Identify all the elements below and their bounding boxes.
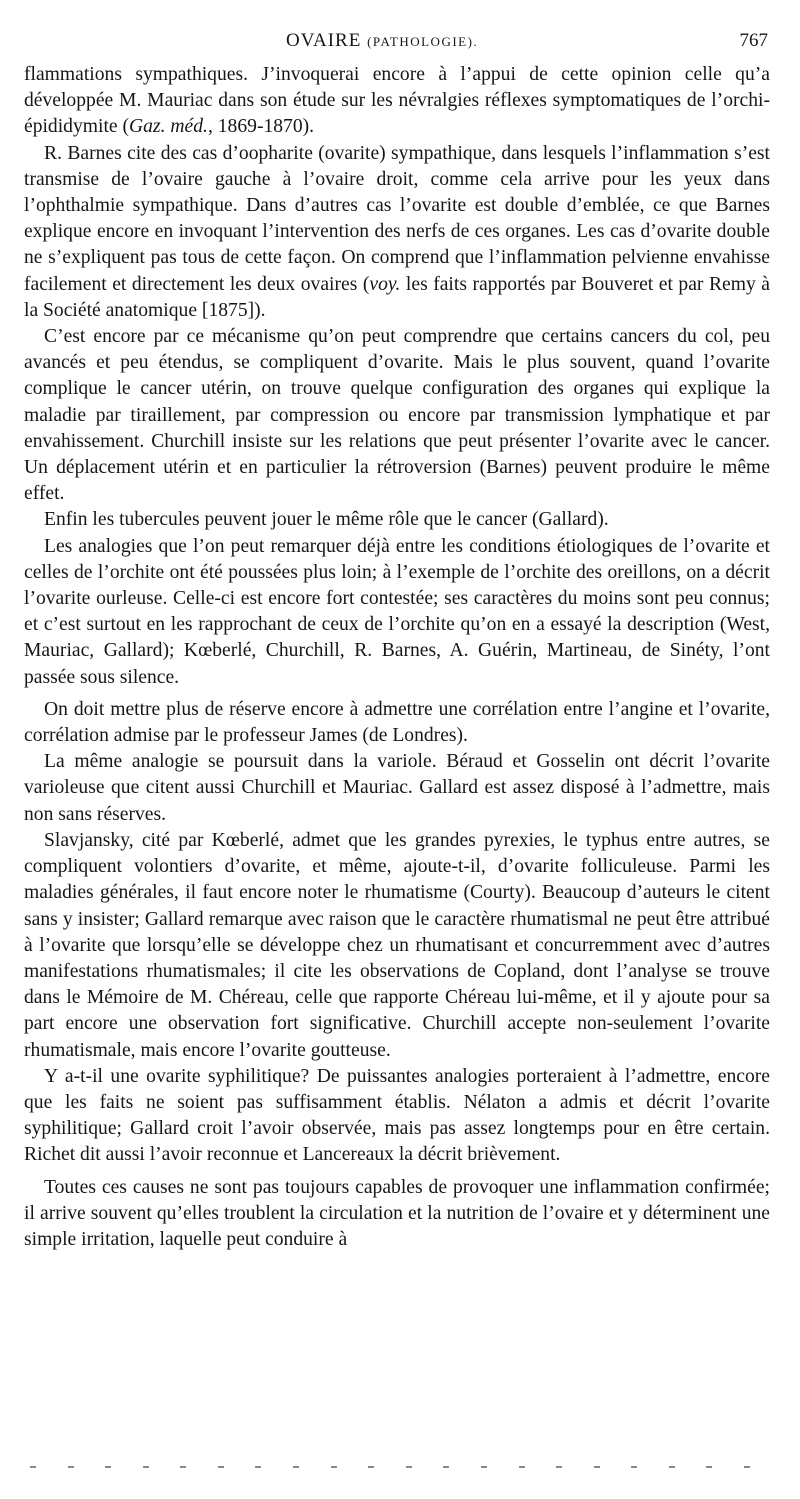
paragraph-1: flammations sympathiques. J’invoquerai encore à l’appui de cette opinion celle qu’a développée M. Mauriac dans son étude sur les névralgies réflexes symptomatiques de l’orchi-épididymite (Gaz. méd., 1869-1870). (24, 64, 770, 138)
paragraph-2: R. Barnes cite des cas d’oopharite (ovarite) sympathique, dans lesquels l’inflammation s’est transmise de l’ovaire gauche à l’ovaire droit, comme cela arrive pour les yeux dans l’ophthalmie sympathique. Dans d’autres cas l’ovarite est double d’emblée, ce que Barnes explique encore en invoquant l’intervention des nerfs de ces organes. Les cas d’ovarite double ne s’expliquent pas tous de cette façon. On comprend que l’inflammation pelvienne envahisse facilement et directement les deux ovaires (voy. les faits rapportés par Bouveret et par Remy à la Société anatomique [1875]). (24, 142, 770, 321)
paragraph-6: On doit mettre plus de réserve encore à admettre une corrélation entre l’angine et l’ovarite, corrélation admise par le professeur James (de Londres). (24, 698, 770, 747)
paragraph-9: Y a-t-il une ovarite syphilitique? De puissantes analogies porteraient à l’admettre, encore que les faits ne soient pas suffisamment établis. Nélaton a admis et décrit l’ovarite syphilitique; Gallard croit l’avoir observée, mais pas assez longtemps pour en être certain. Richet dit aussi l’avoir reconnue et Lancereaux la décrit brièvement. (24, 1065, 770, 1166)
paragraph-7: La même analogie se poursuit dans la variole. Béraud et Gosselin ont décrit l’ovarite varioleuse que citent aussi Churchill et Mauriac. Gallard est assez disposé à l’admettre, mais non sans réserves. (24, 751, 770, 825)
page (24, 26, 770, 1253)
paragraph-3: C’est encore par ce mécanisme qu’on peut comprendre que certains cancers du col, peu avancés et peu étendus, se compliquent d’ovarite. Mais le plus souvent, quand l’ovarite complique le cancer utérin, on trouve quelque configuration des organes qui explique la maladie par tiraillement, par compression ou encore par transmission lymphatique et par envahissement. Churchill insiste sur les relations que peut présenter l’ovarite avec le cancer. Un déplacement utérin et en particulier la rétroversion (Barnes) peuvent produire le même effet. (24, 326, 770, 505)
running-header (24, 26, 770, 60)
paragraph-5: Les analogies que l’on peut remarquer déjà entre les conditions étiologiques de l’ovarite et celles de l’orchite ont été poussées plus loin; à l’exemple de l’orchite des oreillons, on a décrit l’ovarite ourleuse. Celle-ci est encore fort contestée; ses caractères du moins sont peu connus; et c’est surtout en les rapprochant de ceux de l’orchite qu’on en a essayé la description (West, Mauriac, Gallard); Kœberlé, Churchill, R. Barnes, A. Guérin, Martineau, de Sinéty, l’ont passée sous silence. (24, 535, 770, 688)
paragraph-8: Slavjansky, cité par Kœberlé, admet que les grandes pyrexies, le typhus entre autres, se compliquent volontiers d’ovarite, et même, ajoute-t-il, d’ovarite folliculeuse. Parmi les maladies générales, il faut encore noter le rhumatisme (Courty). Beaucoup d’auteurs le citent sans y insister; Gallard remarque avec raison que le caractère rhumatismal ne peut être attribué à l’ovarite que lorsqu’elle se développe chez un rhumatisant et concurremment avec d’autres manifestations rhumatismales; il cite les observations de Copland, dont l’analyse se trouve dans le Mémoire de M. Chéreau, celle que rapporte Chéreau lui-même, et il y ajoute pour sa part encore une observation fort significative. Churchill accepte non-seulement l’ovarite rhumatismale, mais encore l’ovarite goutteuse. (24, 829, 770, 1061)
body-text (24, 62, 770, 1253)
voy-italic: voy. (369, 273, 401, 295)
paragraph-4: Enfin les tubercules peuvent jouer le même rôle que le cancer (Gallard). (44, 509, 609, 531)
paragraph-10: Toutes ces causes ne sont pas toujours capables de provoquer une inflammation confirmée; il arrive souvent qu’elles troublent la circulation et la nutrition de l’ovaire et y déterminent une simple irritation, laquelle peut conduire à (24, 1176, 770, 1250)
citation-italic: Gaz. méd. (129, 116, 208, 138)
header-title: OVAIRE (PATHOLOGIE). (286, 30, 479, 51)
scan-artifact-dots (30, 1466, 750, 1472)
page-number: 767 (739, 30, 768, 51)
header-subtitle: (PATHOLOGIE). (367, 34, 479, 49)
